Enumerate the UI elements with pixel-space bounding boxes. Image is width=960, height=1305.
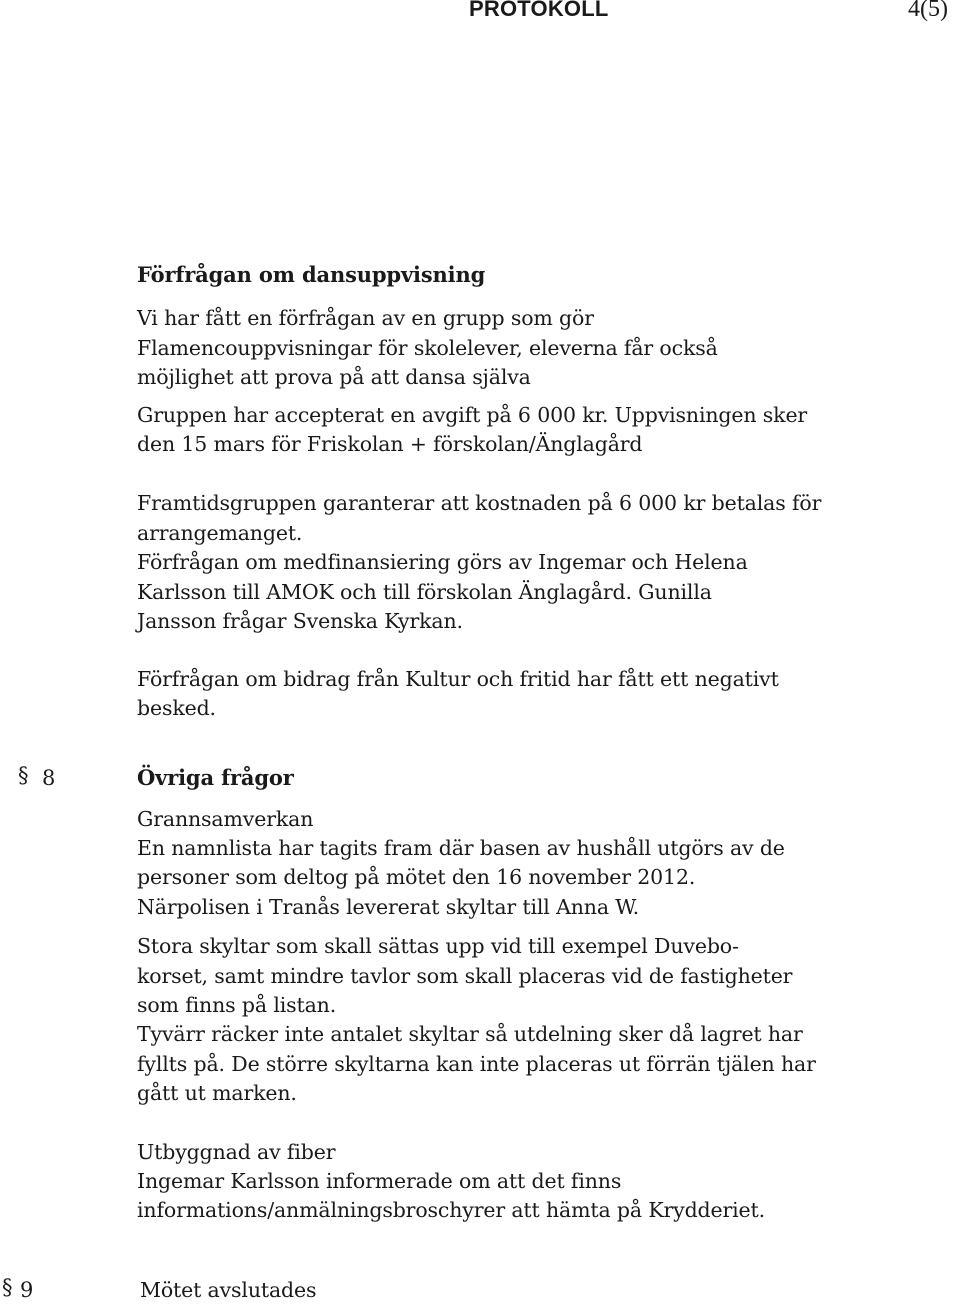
grann-line: fyllts på. De större skyltarna kan inte placeras ut förrän tjälen har (137, 1052, 816, 1076)
grann-line: korset, samt mindre tavlor som skall placeras vid de fastigheter (137, 964, 793, 988)
section-9-heading: Mötet avslutades (140, 1278, 317, 1302)
grann-line: Närpolisen i Tranås levererat skyltar till Anna W. (137, 895, 639, 919)
grann-line: som finns på listan. (137, 993, 337, 1017)
grann-line: Stora skyltar som skall sättas upp vid till exempel Duvebo- (137, 934, 739, 958)
dans-line: Vi har fått en förfrågan av en grupp som gör (137, 306, 594, 330)
section-9-paragraph-sign: § (2, 1275, 13, 1299)
fiber-line: Utbyggnad av fiber (137, 1140, 336, 1164)
dans-line: den 15 mars för Friskolan + förskolan/Änglagård (137, 432, 643, 456)
grann-line: En namnlista har tagits fram där basen av hushåll utgörs av de (137, 836, 785, 860)
grann-line: personer som deltog på mötet den 16 november 2012. (137, 865, 696, 889)
section-8-number: 8 (42, 766, 56, 790)
fiber-line: Ingemar Karlsson informerade om att det finns (137, 1169, 622, 1193)
grann-line: Grannsamverkan (137, 807, 314, 831)
dans-line: Framtidsgruppen garanterar att kostnaden på 6 000 kr betalas för (137, 491, 822, 515)
dans-line: Förfrågan om medfinansiering görs av Ingemar och Helena (137, 550, 748, 574)
dans-line: Flamencouppvisningar för skolelever, eleverna får också (137, 336, 718, 360)
grann-line: gått ut marken. (137, 1081, 297, 1105)
dans-line: arrangemanget. (137, 521, 303, 545)
document-title: PROTOKOLL (469, 0, 609, 21)
fiber-line: informations/anmälningsbroschyrer att hämta på Krydderiet. (137, 1198, 765, 1222)
dans-line: besked. (137, 696, 216, 720)
dans-heading: Förfrågan om dansuppvisning (137, 262, 486, 287)
dans-line: Karlsson till AMOK och till förskolan Änglagård. Gunilla (137, 580, 712, 604)
grann-line: Tyvärr räcker inte antalet skyltar så utdelning sker då lagret har (137, 1022, 803, 1046)
dans-line: Gruppen har accepterat en avgift på 6 000 kr. Uppvisningen sker (137, 403, 808, 427)
section-8-heading: Övriga frågor (137, 765, 294, 790)
page-number: 4(5) (908, 0, 948, 22)
section-8-paragraph-sign: § (18, 763, 29, 787)
dans-line: möjlighet att prova på att dansa själva (137, 365, 531, 389)
dans-line: Jansson frågar Svenska Kyrkan. (137, 609, 463, 633)
section-9-number: 9 (20, 1278, 34, 1302)
dans-line: Förfrågan om bidrag från Kultur och fritid har fått ett negativt (137, 667, 779, 691)
